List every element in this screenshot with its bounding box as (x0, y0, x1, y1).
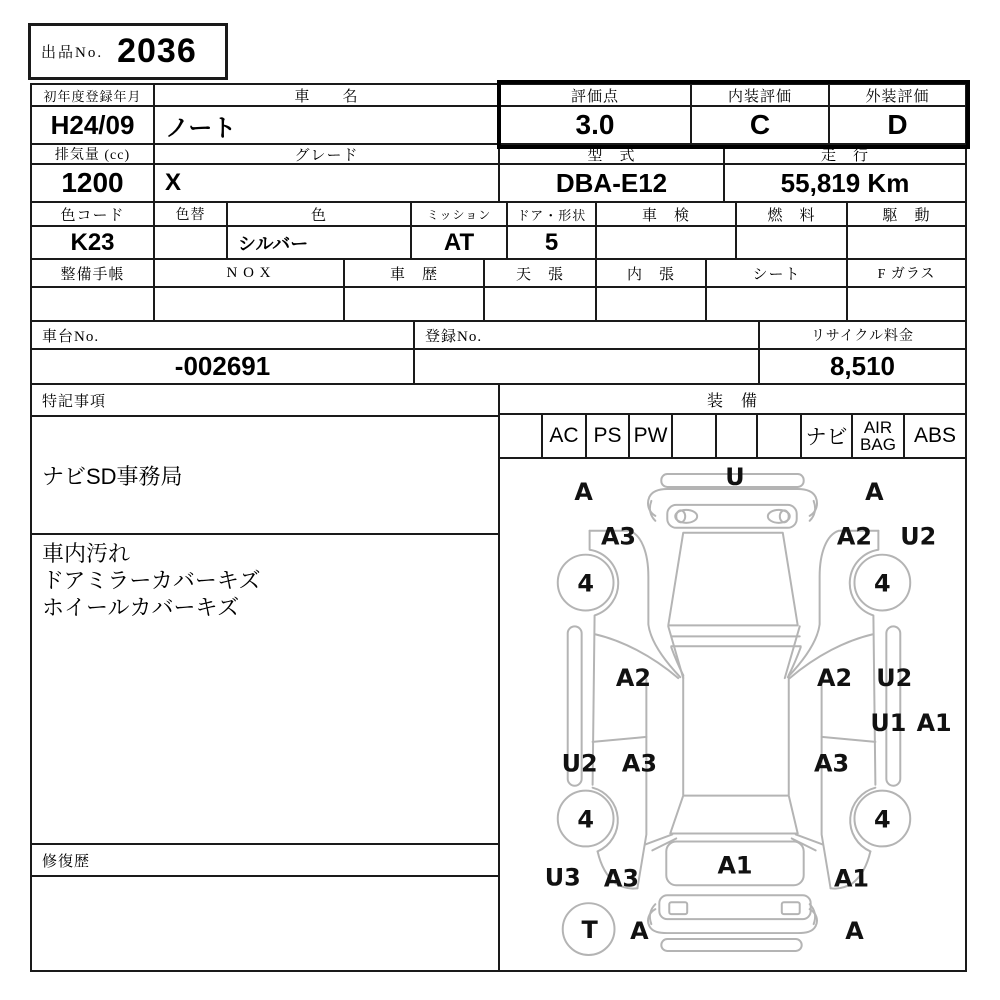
equipment-header: 装 備 (500, 385, 967, 415)
note-line: ホイールカバーキズ (42, 595, 240, 620)
grade-header: グレード (155, 145, 500, 165)
color-value: シルバー (228, 227, 412, 260)
special-notes-header: 特記事項 (30, 385, 500, 417)
damage-mark: A3 (600, 522, 637, 551)
equipment-cell-airbag: AIR BAG (853, 415, 905, 459)
damage-mark: U3 (544, 863, 581, 892)
color-code-header: 色コード (30, 203, 155, 227)
equipment-cell-navi: ナビ (802, 415, 853, 459)
damage-mark: A1 (833, 864, 870, 893)
front-glass-value (848, 288, 967, 322)
history-header: 車 歴 (345, 260, 485, 288)
door-trim-header: 内 張 (597, 260, 707, 288)
headliner-header: 天 張 (485, 260, 597, 288)
transmission-value: AT (412, 227, 508, 260)
fuel-value (737, 227, 848, 260)
note-line: ドアミラーカバーキズ (42, 568, 261, 593)
damage-mark: A1 (916, 708, 952, 737)
registration-number-header: 登録No. (415, 322, 760, 350)
exterior-grade-header: 外装評価 (830, 83, 967, 107)
service-book-header: 整備手帳 (30, 260, 155, 288)
nox-header: N O X (155, 260, 345, 288)
displacement-header: 排気量 (cc) (30, 145, 155, 165)
note-line: 車内汚れ (42, 541, 131, 566)
chassis-number-value: -002691 (30, 350, 415, 385)
mileage-value: 55,819 Km (725, 165, 967, 203)
lot-number-value: 2036 (117, 32, 197, 70)
lot-number-label: 出品No. (41, 45, 104, 61)
exterior-grade-value: D (830, 107, 967, 145)
registration-number-value (415, 350, 760, 385)
equipment-cell-ps: PS (587, 415, 630, 459)
chassis-number-header: 車台No. (30, 322, 415, 350)
damage-mark: 4 (577, 805, 594, 834)
lot-number-box (28, 23, 228, 80)
first-registration-value: H24/09 (30, 107, 155, 145)
service-book-value (30, 288, 155, 322)
mileage-header: 走 行 (725, 145, 967, 165)
fuel-header: 燃 料 (737, 203, 848, 227)
car-name-value: ノート (155, 107, 500, 145)
grade-value: X (155, 165, 500, 203)
damage-mark: U2 (876, 664, 913, 693)
car-top-view-diagram (500, 459, 965, 970)
damage-mark: T (581, 916, 598, 945)
equipment-cell-abs: ABS (905, 415, 967, 459)
history-value (345, 288, 485, 322)
special-notes-lines (32, 535, 270, 626)
recycle-fee-header: リサイクル料金 (760, 322, 967, 350)
damage-mark: U (725, 462, 745, 491)
damage-mark: A2 (836, 522, 873, 551)
recycle-fee-value: 8,510 (760, 350, 967, 385)
damage-mark: A1 (717, 851, 753, 880)
damage-mark: A (574, 477, 593, 506)
equipment-cell-ac: AC (543, 415, 587, 459)
damage-mark: A3 (603, 864, 640, 893)
color-header: 色 (228, 203, 412, 227)
drive-header: 駆 動 (848, 203, 967, 227)
equipment-cell-0 (500, 415, 543, 459)
inspection-value (597, 227, 737, 260)
equipment-cell-4 (673, 415, 717, 459)
special-notes-block2 (30, 535, 500, 845)
color-change-header: 色替 (155, 203, 228, 227)
damage-mark: A2 (615, 664, 651, 693)
damage-mark: A (630, 917, 649, 946)
seat-header: シート (707, 260, 848, 288)
equipment-cell-6 (758, 415, 802, 459)
color-code-value: K23 (30, 227, 155, 260)
damage-mark: U2 (900, 522, 937, 551)
transmission-header: ミッション (412, 203, 508, 227)
front-glass-header: F ガラス (848, 260, 967, 288)
car-name-header: 車 名 (155, 83, 500, 107)
damage-mark: U1 (870, 708, 907, 737)
damage-mark: A (865, 477, 884, 506)
color-change-value (155, 227, 228, 260)
damage-mark: 4 (874, 805, 891, 834)
doors-value: 5 (508, 227, 597, 260)
damage-mark: A2 (817, 664, 853, 693)
score-value: 3.0 (500, 107, 692, 145)
model-code-value: DBA-E12 (500, 165, 725, 203)
drive-value (848, 227, 967, 260)
door-trim-value (597, 288, 707, 322)
doors-header: ドア・形状 (508, 203, 597, 227)
damage-mark: 4 (874, 569, 891, 598)
damage-mark: A3 (621, 749, 657, 778)
damage-mark: 4 (577, 569, 594, 598)
repair-history-header: 修復歴 (30, 845, 500, 877)
damage-marks (545, 463, 952, 945)
first-registration-header: 初年度登録年月 (30, 83, 155, 107)
seat-value (707, 288, 848, 322)
interior-grade-header: 内装評価 (692, 83, 830, 107)
equipment-cell-5 (717, 415, 758, 459)
equipment-cell-pw: PW (630, 415, 673, 459)
displacement-value: 1200 (30, 165, 155, 203)
damage-mark: A (845, 917, 864, 946)
special-notes-block1: ナビSD事務局 (30, 417, 500, 535)
score-header: 評価点 (500, 83, 692, 107)
repair-history-box (30, 877, 500, 972)
interior-grade-value: C (692, 107, 830, 145)
inspection-header: 車 検 (597, 203, 737, 227)
headliner-value (485, 288, 597, 322)
damage-mark: A3 (814, 749, 850, 778)
model-code-header: 型 式 (500, 145, 725, 165)
damage-mark: U2 (561, 749, 598, 778)
damage-diagram-box (500, 459, 967, 972)
nox-value (155, 288, 345, 322)
